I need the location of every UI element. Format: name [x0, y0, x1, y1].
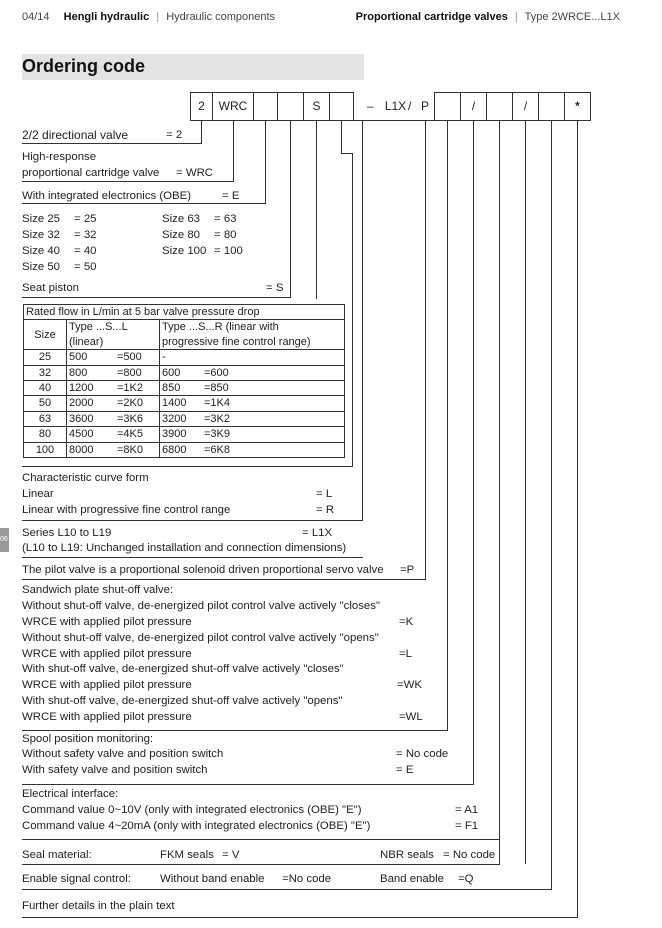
code-box-11: [538, 92, 565, 121]
size-label-5: Size 63: [162, 213, 200, 225]
leader-v7: [362, 121, 363, 520]
leader-h6: [22, 520, 363, 521]
code-box-10: /: [512, 92, 539, 121]
enable-label: Enable signal control:: [22, 873, 131, 885]
flow-prog-value: 3200: [160, 411, 203, 426]
flow-linear-code: =500: [115, 350, 160, 365]
flow-linear-code: =8K0: [115, 442, 160, 457]
code-box-pilot: P: [420, 99, 429, 113]
sandwich-title: Sandwich plate shut-off valve:: [22, 584, 174, 596]
flow-linear-value: 3600: [67, 411, 116, 426]
size-label-4: Size 50: [22, 261, 60, 273]
code-box-5: S: [303, 92, 330, 121]
leader-h14: [22, 917, 578, 918]
curve-prog-code: = R: [316, 504, 335, 516]
hr-code: = WRC: [176, 167, 214, 179]
electrical-opt-1-code: = A1: [455, 804, 479, 816]
leader-h7: [22, 557, 363, 558]
flow-prog-code: [202, 350, 345, 365]
flow-table: [23, 304, 345, 458]
directional-code: = 2: [166, 129, 183, 141]
code-slash-1: /: [408, 99, 412, 113]
pilot-code: =P: [400, 564, 415, 576]
seal-nbr: NBR seals: [380, 849, 434, 861]
curve-linear: Linear: [22, 488, 54, 500]
enable-band: Band enable: [380, 873, 444, 885]
seal-nbr-code: = No code: [443, 849, 496, 861]
code-box-8: /: [460, 92, 487, 121]
size-code-3: = 40: [74, 245, 97, 257]
page-header-right: Proportional cartridge valves | Type 2WRCE...L1X: [355, 11, 620, 23]
code-box-1: 2: [190, 92, 213, 121]
code-box-9: [486, 92, 513, 121]
flow-prog-code: =6K8: [202, 442, 345, 457]
flow-prog-value: 850: [160, 381, 203, 396]
flow-size: 63: [24, 411, 67, 426]
leader-v6: [341, 121, 342, 153]
flow-prog-value: -: [160, 350, 203, 365]
obe-label: With integrated electronics (OBE): [22, 190, 192, 202]
size-code-2: = 32: [74, 229, 97, 241]
leader-v4: [290, 121, 291, 297]
flow-linear-code: =1K2: [115, 381, 160, 396]
seat-label: Seat piston: [22, 282, 79, 294]
leader-v13: [551, 121, 552, 889]
leader-h12: [22, 864, 500, 865]
flow-row: [24, 365, 345, 380]
obe-code: = E: [222, 190, 240, 202]
flow-prog-code: =850: [202, 381, 345, 396]
code-box-7: [434, 92, 461, 121]
flow-prog-value: 1400: [160, 396, 203, 411]
sandwich-opt-1-sub: WRCE with applied pilot pressure: [22, 616, 192, 628]
spool-opt-2-code: = E: [396, 764, 414, 776]
flow-prog-value: 600: [160, 365, 203, 380]
flow-row: [24, 396, 345, 411]
further-details: Further details in the plain text: [22, 900, 175, 912]
code-box-3: [253, 92, 278, 121]
leader-h8: [22, 579, 426, 580]
leader-h10: [22, 784, 474, 785]
leader-h9: [22, 730, 448, 731]
code-box-12: *: [564, 92, 591, 121]
flow-row: [24, 442, 345, 457]
series-underline: [354, 120, 435, 121]
page-number: 04/14: [22, 11, 50, 23]
code-box-series: L1X: [384, 99, 407, 113]
hr-label-2: proportional cartridge valve: [22, 167, 160, 179]
product-name: Proportional cartridge valves: [355, 11, 508, 23]
product-type: Type 2WRCE...L1X: [524, 11, 620, 23]
category-name: Hydraulic components: [166, 11, 276, 23]
curve-title: Characteristic curve form: [22, 472, 149, 484]
leader-h1: [22, 143, 202, 144]
size-code-7: = 100: [214, 245, 243, 257]
leader-v14: [577, 121, 578, 917]
page-header-left: 04/14 Hengli hydraulic | Hydraulic components: [22, 11, 276, 23]
spool-opt-1: Without safety valve and position switch: [22, 748, 224, 760]
flow-prog-value: 3900: [160, 427, 203, 442]
seat-code: = S: [266, 282, 284, 294]
flow-linear-value: 2000: [67, 396, 116, 411]
code-box-2: WRC: [212, 92, 254, 121]
size-label-1: Size 25: [22, 213, 60, 225]
hr-label-1: High-response: [22, 151, 97, 163]
flow-row: [24, 381, 345, 396]
flow-col-prog-1: Type ...S...R (linear with: [160, 320, 345, 335]
flow-linear-code: =2K0: [115, 396, 160, 411]
sandwich-opt-3-code: =WK: [397, 679, 423, 691]
flow-size: 32: [24, 365, 67, 380]
series-label: Series L10 to L19: [22, 527, 112, 539]
seal-label: Seal material:: [22, 849, 92, 861]
sandwich-opt-3: With shut-off valve, de-energized shut-off valve actively "closes": [22, 663, 344, 675]
flow-table-title: Rated flow in L/min at 5 bar valve pressure drop: [24, 305, 345, 320]
leader-v6b: [352, 153, 353, 466]
leader-v8: [425, 121, 426, 579]
flow-table-underline: [22, 466, 353, 467]
code-box-6: [329, 92, 354, 121]
series-code: = L1X: [302, 527, 333, 539]
leader-h4: [22, 297, 291, 298]
leader-v12: [525, 121, 526, 864]
leader-v3: [265, 121, 266, 203]
code-box-4: [277, 92, 304, 121]
leader-v11: [499, 121, 500, 864]
leader-h11: [22, 839, 500, 840]
flow-linear-value: 1200: [67, 381, 116, 396]
leader-v5: [316, 121, 317, 299]
electrical-opt-2-code: = F1: [455, 820, 479, 832]
directional-label: 2/2 directional valve: [22, 128, 129, 142]
leader-h13: [22, 889, 552, 890]
size-label-3: Size 40: [22, 245, 60, 257]
code-dash: –: [367, 99, 374, 113]
leader-v9: [447, 121, 448, 730]
sandwich-opt-4-sub: WRCE with applied pilot pressure: [22, 711, 192, 723]
size-code-6: = 80: [214, 229, 237, 241]
side-tab: 06: [0, 528, 9, 552]
sandwich-opt-3-sub: WRCE with applied pilot pressure: [22, 679, 192, 691]
flow-row: [24, 411, 345, 426]
flow-size: 40: [24, 381, 67, 396]
flow-size: 50: [24, 396, 67, 411]
sandwich-opt-2-code: =L: [399, 648, 412, 660]
seal-fkm-code: = V: [222, 849, 240, 861]
company-name: Hengli hydraulic: [63, 11, 150, 23]
enable-without: Without band enable: [160, 873, 265, 885]
spool-opt-1-code: = No code: [396, 748, 449, 760]
sandwich-opt-4-code: =WL: [399, 711, 423, 723]
page-title: Ordering code: [22, 56, 146, 76]
enable-band-code: =Q: [458, 873, 474, 885]
flow-prog-code: =1K4: [202, 396, 345, 411]
flow-row: [24, 350, 345, 365]
size-code-4: = 50: [74, 261, 97, 273]
leader-v10: [473, 121, 474, 784]
curve-linear-code: = L: [316, 488, 333, 500]
series-note: (L10 to L19: Unchanged installation and connection dimensions): [22, 542, 347, 554]
flow-size: 100: [24, 442, 67, 457]
leader-v2: [233, 121, 234, 181]
electrical-opt-2: Command value 4~20mA (only with integrated electronics (OBE) "E"): [22, 820, 371, 832]
pilot-label: The pilot valve is a proportional solenoid driven proportional servo valve: [22, 564, 384, 576]
leader-h3: [22, 203, 266, 204]
leader-h2: [22, 181, 234, 182]
size-label-2: Size 32: [22, 229, 60, 241]
enable-without-code: =No code: [282, 873, 332, 885]
electrical-title: Electrical interface:: [22, 788, 119, 800]
flow-size: 25: [24, 350, 67, 365]
leader-h5: [341, 153, 353, 154]
flow-prog-code: =600: [202, 365, 345, 380]
sandwich-opt-1: Without shut-off valve, de-energized pilot control valve actively "closes": [22, 600, 380, 612]
size-code-1: = 25: [74, 213, 97, 225]
flow-col-linear-1: Type ...S...L: [67, 320, 160, 335]
sandwich-opt-4: With shut-off valve, de-energized shut-off valve actively "opens": [22, 695, 343, 707]
flow-prog-value: 6800: [160, 442, 203, 457]
flow-col-size: Size: [24, 320, 67, 350]
spool-opt-2: With safety valve and position switch: [22, 764, 208, 776]
flow-prog-code: =3K9: [202, 427, 345, 442]
flow-linear-value: 500: [67, 350, 116, 365]
flow-size: 80: [24, 427, 67, 442]
size-label-6: Size 80: [162, 229, 200, 241]
electrical-opt-1: Command value 0~10V (only with integrated electronics (OBE) "E"): [22, 804, 362, 816]
flow-row: [24, 427, 345, 442]
flow-col-linear-2: (linear): [67, 335, 160, 350]
seal-fkm: FKM seals: [160, 849, 214, 861]
flow-linear-value: 800: [67, 365, 116, 380]
sandwich-opt-1-code: =K: [399, 616, 414, 628]
size-code-5: = 63: [214, 213, 237, 225]
flow-linear-value: 8000: [67, 442, 116, 457]
flow-col-prog-2: progressive fine control range): [160, 335, 345, 350]
leader-v1: [201, 121, 202, 143]
flow-linear-code: =4K5: [115, 427, 160, 442]
curve-prog: Linear with progressive fine control range: [22, 504, 231, 516]
sandwich-opt-2: Without shut-off valve, de-energized pilot control valve actively "opens": [22, 632, 379, 644]
flow-linear-code: =800: [115, 365, 160, 380]
spool-title: Spool position monitoring:: [22, 733, 154, 745]
size-label-7: Size 100: [162, 245, 207, 257]
flow-linear-code: =3K6: [115, 411, 160, 426]
flow-prog-code: =3K2: [202, 411, 345, 426]
flow-linear-value: 4500: [67, 427, 116, 442]
sandwich-opt-2-sub: WRCE with applied pilot pressure: [22, 648, 192, 660]
